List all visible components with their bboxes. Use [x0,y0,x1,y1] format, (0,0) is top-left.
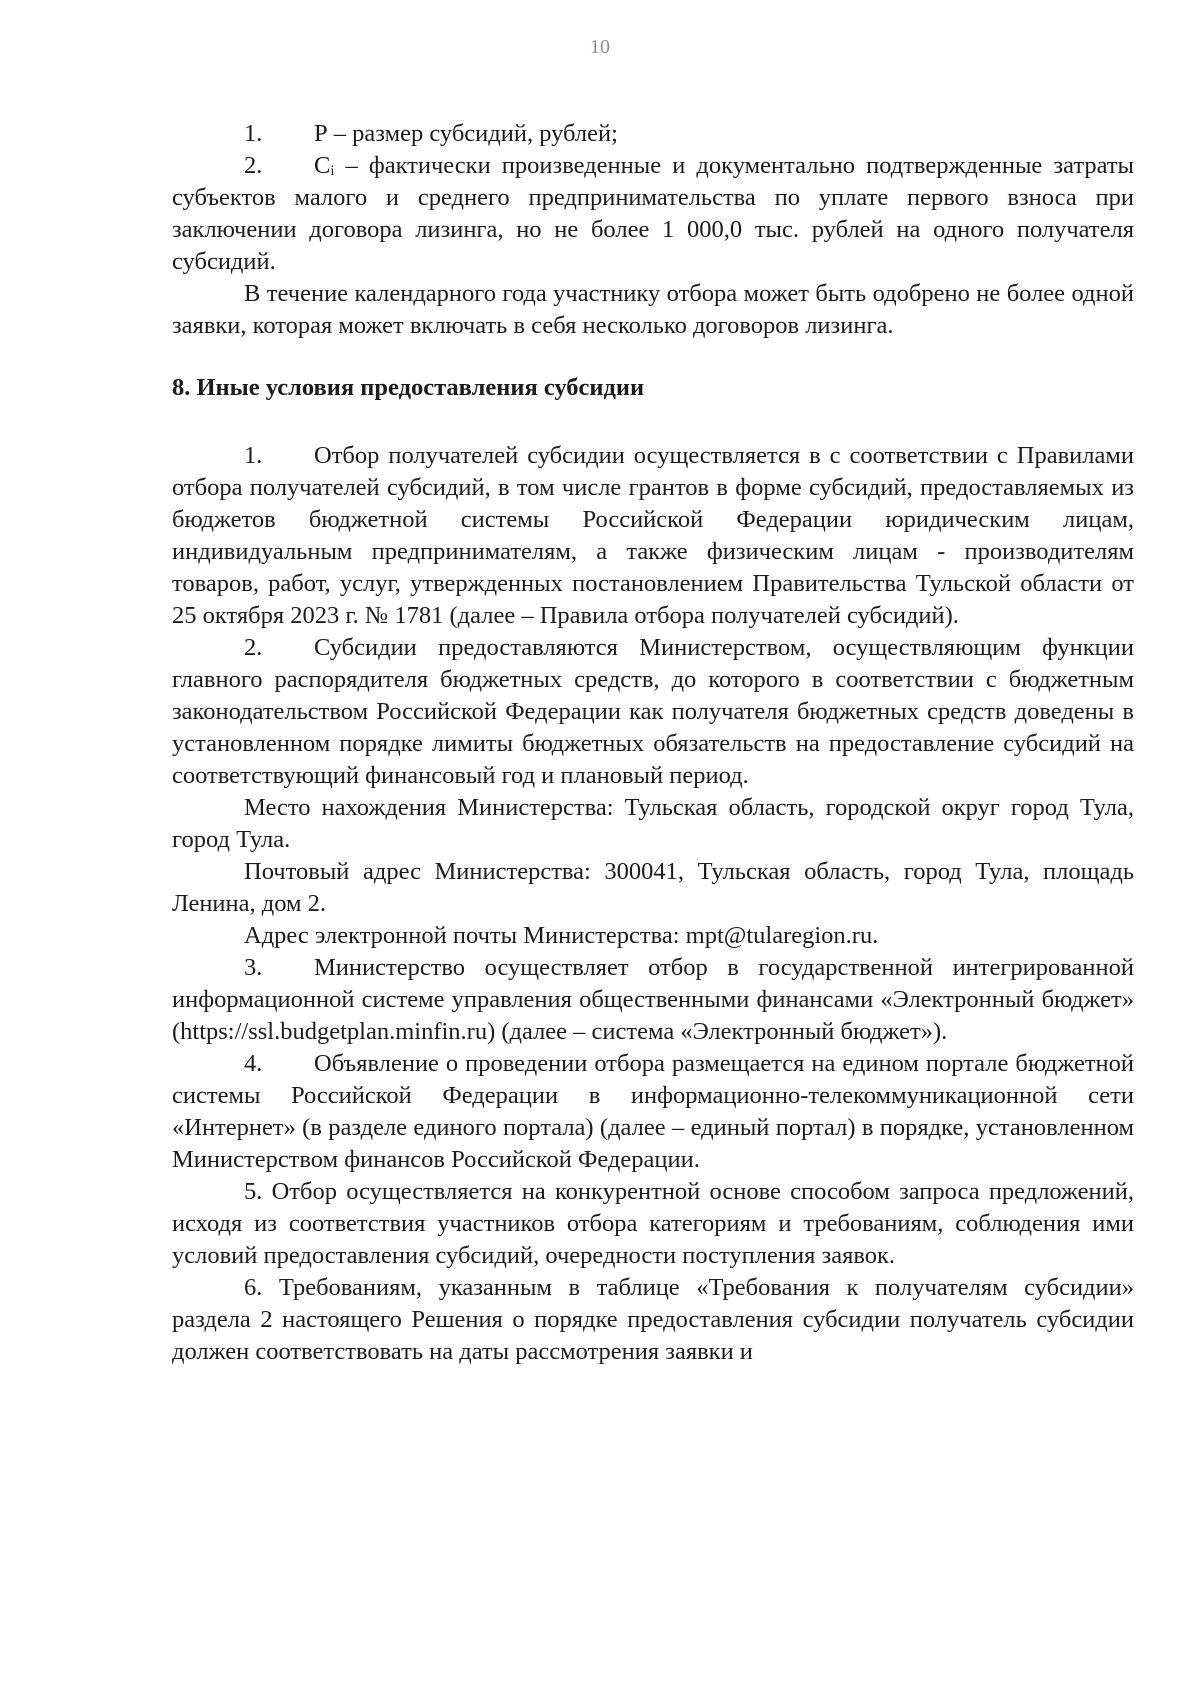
list-item-text: Сᵢ – фактически произведенные и документально подтвержденные затраты субъектов малого и среднего предпринимательства по уплате первого взноса при заключении договора лизинга, но не более 1 000,0 тыс. рублей на одного получателя субсидий. [172,152,1134,275]
list-item-text: Объявление о проведении отбора размещается на едином портале бюджетной системы Российской Федерации в информационно-телекоммуникационной сети «Интернет» (в разделе единого портала) (далее – единый портал) в порядке, установленном Министерством финансов Российской Федерации. [172,1050,1134,1173]
list-item [172,440,1134,632]
paragraph: Место нахождения Министерства: Тульская область, городской округ город Тула, город Тула. [172,794,1134,853]
paragraph: Почтовый адрес Министерства: 300041, Тульская область, город Тула, площадь Ленина, дом 2. [172,858,1134,917]
list-item-number: 3. [244,954,263,981]
list-item-text: Министерство осуществляет отбор в государственной интегрированной информационной системе управления общественными финансами «Электронный бюджет» (https://ssl.budgetplan.minfin.ru) (далее – система «Электронный бюджет»). [172,954,1134,1045]
list-item [172,632,1134,792]
list-item-number: 1. [244,442,263,469]
document-body [172,118,1134,1368]
paragraph: В течение календарного года участнику отбора может быть одобрено не более одной заявки, которая может включать в себя несколько договоров лизинга. [172,280,1134,339]
list-item [172,150,1134,278]
list-item-text: Р – размер субсидий, рублей; [314,120,618,147]
list-item-text: Субсидии предоставляются Министерством, осуществляющим функции главного распорядителя бюджетных средств, до которого в соответствии с бюджетным законодательством Российской Федерации как получателя бюджетных средств доведены в установленном порядке лимиты бюджетных обязательств на предоставление субсидий на соответствующий финансовый год и плановый период. [172,634,1134,789]
section-heading: 8. Иные условия предоставления субсидии [172,374,645,401]
list-item-number: 4. [244,1050,263,1077]
list-item-number: 2. [244,634,263,661]
list-item-number: 1. [244,120,263,147]
paragraph: 6. Требованиям, указанным в таблице «Требования к получателям субсидии» раздела 2 настоящего Решения о порядке предоставления субсидии получатель субсидии должен соответствовать на даты рассмотрения заявки и [172,1274,1134,1365]
list-item [172,118,1134,150]
page-number: 10 [590,36,610,58]
list-item [172,952,1134,1048]
list-item [172,1048,1134,1176]
list-item-number: 2. [244,152,263,179]
paragraph: Адрес электронной почты Министерства: mpt@tularegion.ru. [244,922,879,949]
list-item-text: Отбор получателей субсидии осуществляется в с соответствии с Правилами отбора получателей субсидий, в том числе грантов в форме субсидий, предоставляемых из бюджетов бюджетной системы Российской Федерации юридическим лицам, индивидуальным предпринимателям, а также физическим лицам - производителям товаров, работ, услуг, утвержденных постановлением Правительства Тульской области от 25 октября 2023 г. № 1781 (далее – Правила отбора получателей субсидий). [172,442,1134,629]
paragraph: 5. Отбор осуществляется на конкурентной основе способом запроса предложений, исходя из соответствия участников отбора категориям и требованиям, соблюдения ими условий предоставления субсидий, очередности поступления заявок. [172,1178,1134,1269]
